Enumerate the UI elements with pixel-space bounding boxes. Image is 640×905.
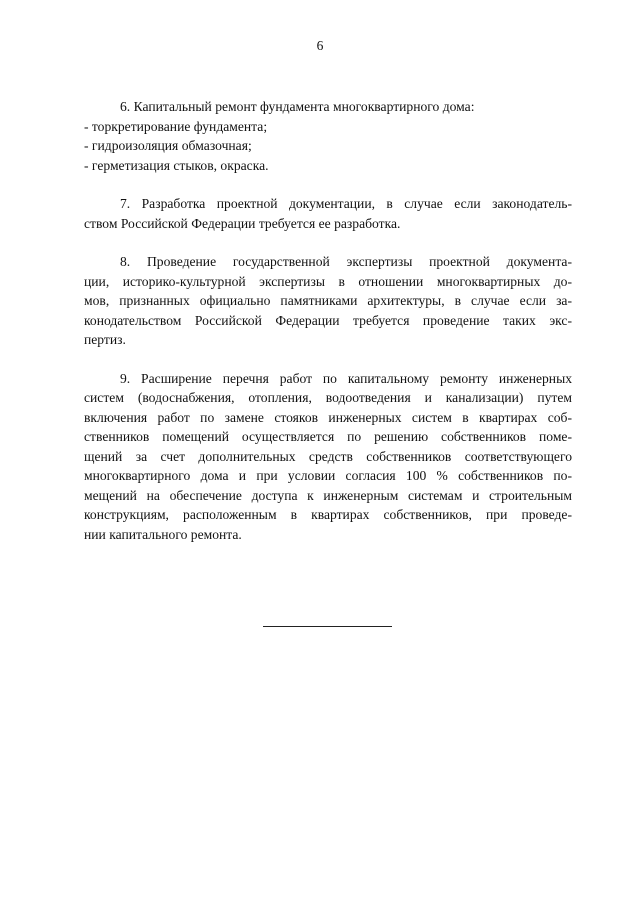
section-8-line: конодательством Российской Федерации требуется проведение таких экс- [84, 312, 572, 328]
end-separator-line [263, 626, 392, 627]
section-9-line: многоквартирного дома и при условии согласия 100 % собственников по- [84, 468, 572, 483]
section-9-line: мещений на обеспечение доступа к инженерным системам и строительным [84, 487, 572, 503]
section-8-line: 8. Проведение государственной экспертизы проектной документа- [120, 254, 572, 269]
section-9-line: 9. Расширение перечня работ по капитальному ремонту инженерных [120, 370, 572, 386]
section-6-item: - торкретирование фундамента; [84, 118, 268, 134]
document-body [84, 97, 572, 563]
section-8-line: пертиз. [84, 332, 126, 347]
section-8 [84, 252, 572, 350]
section-9-line: щений за счет дополнительных средств собственников соответствующего [84, 448, 572, 464]
section-7 [84, 194, 572, 233]
page-number: 6 [316, 38, 324, 53]
section-9-line: включения работ по замене стояков инженерных систем в квартирах соб- [84, 409, 572, 425]
section-9 [84, 369, 572, 545]
section-8-line: ции, историко-культурной экспертизы в отношении многоквартирных до- [84, 273, 572, 289]
section-9-line: нии капитального ремонта. [84, 526, 242, 542]
section-9-line: конструкциям, расположенным в квартирах собственников, при проведе- [84, 507, 572, 522]
section-6-item: - гидроизоляция обмазочная; [84, 138, 252, 153]
section-6-item: - герметизация стыков, окраска. [84, 157, 269, 173]
section-6 [84, 97, 572, 175]
section-8-line: мов, признанных официально памятниками архитектуры, в случае если за- [84, 293, 572, 308]
section-9-line: систем (водоснабжения, отопления, водоотведения и канализации) путем [84, 390, 572, 405]
section-6-heading: 6. Капитальный ремонт фундамента многоквартирного дома: [120, 99, 475, 114]
section-7-line: 7. Разработка проектной документации, в случае если законодатель- [120, 196, 572, 211]
section-9-line: ственников помещений осуществляется по решению собственников поме- [84, 429, 572, 444]
section-7-line: ством Российской Федерации требуется ее разработка. [84, 215, 401, 231]
